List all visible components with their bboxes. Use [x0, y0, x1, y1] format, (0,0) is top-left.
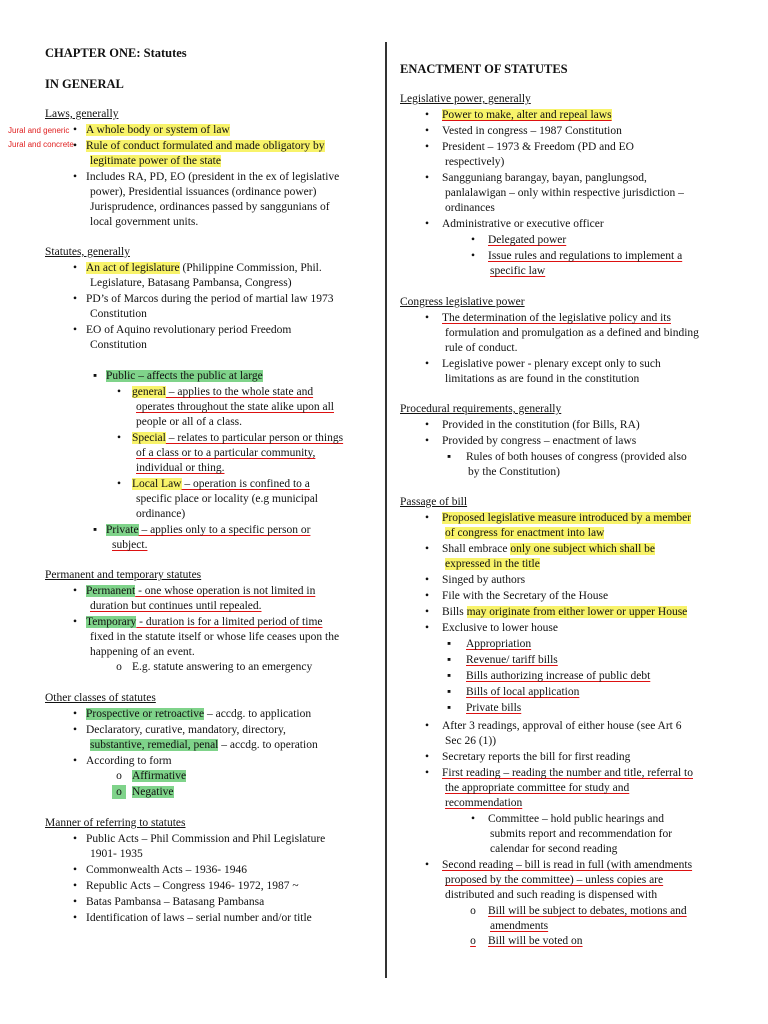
list-item: • A whole body or system of law: [68, 123, 230, 137]
list-item: • Sangguniang barangay, bayan, panglungsod,: [420, 171, 647, 185]
list-item-cont: fixed in the statute itself or whose life ceases upon the: [90, 631, 340, 643]
list-item: • Shall embrace only one subject which shall be: [420, 542, 655, 556]
bullet-icon: •: [72, 293, 78, 305]
list-item-cont: ordinance): [136, 508, 186, 520]
manner-heading: Manner of referring to statutes: [45, 817, 186, 829]
list-item: • Proposed legislative measure introduced by a member: [420, 511, 691, 525]
list-item: • According to form: [68, 754, 172, 768]
list-item-cont: distributed and such reading is dispensed with: [445, 889, 658, 901]
chapter-title: CHAPTER ONE: Statutes: [45, 46, 187, 60]
list-item-cont: of a class or to a particular community,: [136, 447, 316, 459]
list-item-cont: expressed in the title: [445, 558, 540, 570]
sub-list-item: • Issue rules and regulations to implement a: [466, 249, 682, 263]
bullet-icon: •: [72, 140, 78, 152]
list-item-cont: substantive, remedial, penal – accdg. to operation: [90, 739, 318, 751]
sub-list-item: ▪ Bills of local application: [442, 685, 579, 699]
bullet-icon: •: [424, 720, 430, 732]
bullet-icon: •: [424, 859, 430, 871]
legislative-power-heading: Legislative power, generally: [400, 93, 531, 105]
list-item-cont: of congress for enactment into law: [445, 527, 605, 539]
square-bullet-icon: ▪: [446, 702, 452, 714]
list-item-cont: rule of conduct.: [445, 342, 518, 354]
list-item: • An act of legislature (Philippine Commission, Phil.: [68, 261, 322, 275]
list-item-cont: people or all of a class.: [136, 416, 243, 428]
list-item-cont: Sec 26 (1)): [445, 735, 497, 747]
list-item-cont: legitimate power of the state: [90, 155, 221, 167]
list-item-cont: respectively): [445, 156, 505, 168]
bullet-icon: •: [72, 833, 78, 845]
list-item-cont: operates throughout the state alike upon all: [136, 401, 334, 413]
list-item-cont: formulation and promulgation as a defined and binding: [445, 327, 699, 339]
list-item: • Public Acts – Phil Commission and Phil Legislature: [68, 832, 325, 846]
bullet-icon: •: [424, 543, 430, 555]
bullet-icon: •: [72, 708, 78, 720]
bullet-icon: •: [470, 234, 476, 246]
statutes-heading: Statutes, generally: [45, 246, 130, 258]
sub-list-item: ▪ Bills authorizing increase of public debt: [442, 669, 650, 683]
sub-list-item: o Affirmative: [112, 769, 186, 783]
list-item-cont: happening of an event.: [90, 646, 195, 658]
bullet-icon: •: [72, 616, 78, 628]
bullet-icon: •: [116, 386, 122, 398]
list-item: • Local Law – operation is confined to a: [112, 477, 310, 491]
bullet-icon: •: [424, 512, 430, 524]
permanent-heading: Permanent and temporary statutes: [45, 569, 202, 581]
bullet-icon: •: [72, 896, 78, 908]
bullet-icon: •: [424, 358, 430, 370]
list-item-cont: panlalawigan – only within respective jurisdiction –: [445, 187, 684, 199]
bullet-icon: •: [72, 880, 78, 892]
side-note-generic: Jural and generic: [8, 126, 70, 135]
bullet-icon: •: [470, 250, 476, 262]
square-bullet-icon: ▪: [446, 686, 452, 698]
list-item: • Secretary reports the bill for first reading: [420, 750, 630, 764]
list-item-cont: limitations as are found in the constitution: [445, 373, 640, 385]
list-item: • First reading – reading the number and title, referral to: [420, 766, 693, 780]
list-item-cont: recommendation: [445, 797, 523, 809]
list-item-cont: duration but continues until repealed.: [90, 600, 262, 612]
list-item-cont: the appropriate committee for study and: [445, 782, 630, 794]
circle-bullet-icon: o: [470, 935, 476, 947]
list-item: • Provided in the constitution (for Bills, RA): [420, 418, 640, 432]
bullet-icon: •: [424, 574, 430, 586]
circle-bullet-icon: o: [116, 661, 122, 673]
list-item: • general – applies to the whole state and: [112, 385, 313, 399]
sub-list-item: ▪ Appropriation: [442, 637, 531, 651]
column-divider: [385, 42, 387, 978]
list-item-public: ▪ Public – affects the public at large: [88, 369, 263, 383]
bullet-icon: •: [470, 813, 476, 825]
bullet-icon: •: [424, 606, 430, 618]
section-title: IN GENERAL: [45, 77, 124, 91]
list-item: • Special – relates to particular person or things: [112, 431, 343, 445]
list-item: • The determination of the legislative policy and its: [420, 311, 671, 325]
list-item-cont: power), Presidential issuances (ordinance power): [90, 186, 317, 198]
square-bullet-icon: ▪: [446, 670, 452, 682]
list-item-cont: by the Constitution): [468, 466, 560, 478]
bullet-icon: •: [72, 324, 78, 336]
congress-power-heading: Congress legislative power: [400, 296, 525, 308]
sub-list-item: o Negative: [112, 785, 174, 799]
list-item-cont: ordinances: [445, 202, 495, 214]
sub-list-item: o Bill will be subject to debates, motions and: [466, 904, 687, 918]
list-item: • PD’s of Marcos during the period of martial law 1973: [68, 292, 334, 306]
square-bullet-icon: ▪: [92, 524, 98, 536]
circle-bullet-icon: o: [116, 770, 122, 782]
laws-heading: Laws, generally: [45, 108, 119, 120]
bullet-icon: •: [72, 864, 78, 876]
sub-list-item: ▪ Revenue/ tariff bills: [442, 653, 558, 667]
list-item: • Republic Acts – Congress 1946- 1972, 1987 ~: [68, 879, 299, 893]
list-item-cont: amendments: [490, 920, 549, 932]
square-bullet-icon: ▪: [92, 370, 98, 382]
list-item-cont: 1901- 1935: [90, 848, 143, 860]
list-item-cont: Constitution: [90, 308, 147, 320]
bullet-icon: •: [424, 767, 430, 779]
procedural-heading: Procedural requirements, generally: [400, 403, 562, 415]
list-item: • Batas Pambansa – Batasang Pambansa: [68, 895, 264, 909]
bullet-icon: •: [72, 124, 78, 136]
list-item-cont: calendar for second reading: [490, 843, 618, 855]
bullet-icon: •: [116, 432, 122, 444]
list-item: • Bills may originate from either lower or upper House: [420, 605, 687, 619]
bullet-icon: •: [72, 724, 78, 736]
list-item: • Permanent - one whose operation is not limited in: [68, 584, 315, 598]
list-item: • Prospective or retroactive – accdg. to application: [68, 707, 311, 721]
list-item: • Identification of laws – serial number and/or title: [68, 911, 312, 925]
bullet-icon: •: [72, 262, 78, 274]
bullet-icon: •: [424, 141, 430, 153]
sub-list-item: ▪ Rules of both houses of congress (provided also: [442, 450, 687, 464]
bullet-icon: •: [72, 171, 78, 183]
list-item-cont: submits report and recommendation for: [490, 828, 673, 840]
list-item-cont: Constitution: [90, 339, 147, 351]
list-item: • Temporary - duration is for a limited period of time: [68, 615, 323, 629]
list-item-cont: proposed by the committee) – unless copies are: [445, 874, 664, 886]
list-item-cont: Jurisprudence, ordinances passed by sanggunians of: [90, 201, 330, 213]
sub-list-item: • Delegated power: [466, 233, 566, 247]
bullet-icon: •: [424, 109, 430, 121]
sub-list-item: ▪ Private bills: [442, 701, 521, 715]
list-item-cont: local government units.: [90, 216, 199, 228]
list-item: • Declaratory, curative, mandatory, directory,: [68, 723, 286, 737]
bullet-icon: •: [72, 755, 78, 767]
bullet-icon: •: [424, 172, 430, 184]
list-item: • Includes RA, PD, EO (president in the ex of legislative: [68, 170, 339, 184]
bullet-icon: •: [424, 751, 430, 763]
list-item-cont: subject.: [112, 539, 148, 551]
enactment-title: ENACTMENT OF STATUTES: [400, 62, 568, 76]
list-item-cont: individual or thing.: [136, 462, 225, 474]
list-item: • Power to make, alter and repeal laws: [420, 108, 612, 122]
list-item: • EO of Aquino revolutionary period Freedom: [68, 323, 291, 337]
circle-bullet-icon: o: [112, 785, 126, 799]
bullet-icon: •: [424, 419, 430, 431]
sub-list-item: o E.g. statute answering to an emergency: [112, 660, 312, 674]
sub-list-item: • Committee – hold public hearings and: [466, 812, 664, 826]
bullet-icon: •: [116, 478, 122, 490]
list-item: • Singed by authors: [420, 573, 525, 587]
square-bullet-icon: ▪: [446, 638, 452, 650]
bullet-icon: •: [424, 312, 430, 324]
bullet-icon: •: [424, 435, 430, 447]
list-item-cont: specific place or locality (e.g municipal: [136, 493, 319, 505]
list-item: • President – 1973 & Freedom (PD and EO: [420, 140, 634, 154]
bullet-icon: •: [424, 622, 430, 634]
list-item-cont: Legislature, Batasang Pambansa, Congress): [90, 277, 292, 289]
bullet-icon: •: [72, 912, 78, 924]
bullet-icon: •: [424, 590, 430, 602]
circle-bullet-icon: o: [470, 905, 476, 917]
list-item-private: ▪ Private – applies only to a specific person or: [88, 523, 310, 537]
list-item: • Commonwealth Acts – 1936- 1946: [68, 863, 247, 877]
list-item: • Administrative or executive officer: [420, 217, 604, 231]
list-item: • Vested in congress – 1987 Constitution: [420, 124, 622, 138]
list-item: • After 3 readings, approval of either house (see Art 6: [420, 719, 682, 733]
list-item: • Provided by congress – enactment of laws: [420, 434, 636, 448]
bullet-icon: •: [72, 585, 78, 597]
side-note-concrete: Jural and concrete: [8, 140, 74, 149]
bullet-icon: •: [424, 125, 430, 137]
list-item: • Rule of conduct formulated and made obligatory by: [68, 139, 325, 153]
bullet-icon: •: [424, 218, 430, 230]
square-bullet-icon: ▪: [446, 451, 452, 463]
other-classes-heading: Other classes of statutes: [45, 692, 156, 704]
list-item: • Legislative power - plenary except only to such: [420, 357, 661, 371]
sub-list-item: o Bill will be voted on: [466, 934, 583, 948]
square-bullet-icon: ▪: [446, 654, 452, 666]
list-item: • Second reading – bill is read in full (with amendments: [420, 858, 692, 872]
list-item: • Exclusive to lower house: [420, 621, 558, 635]
list-item-cont: specific law: [490, 265, 546, 277]
list-item: • File with the Secretary of the House: [420, 589, 608, 603]
passage-heading: Passage of bill: [400, 496, 468, 508]
